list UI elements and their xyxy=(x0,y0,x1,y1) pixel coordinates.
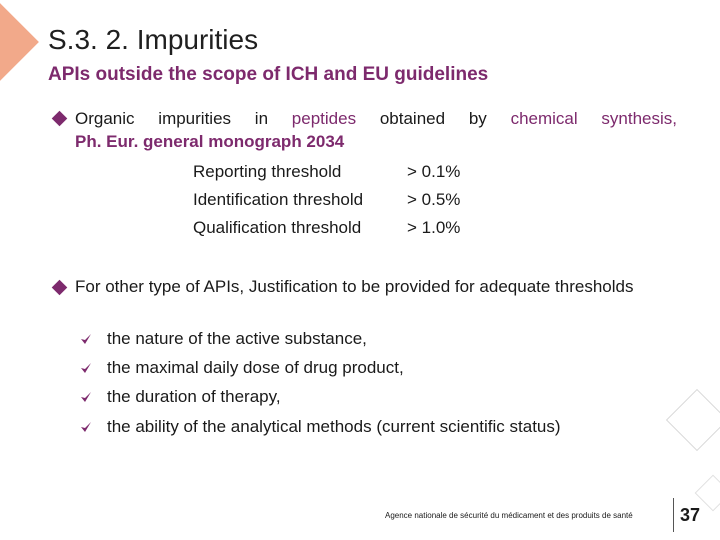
diamond-bullet-icon xyxy=(52,280,68,296)
corner-decoration xyxy=(0,0,39,93)
decorative-diamond xyxy=(666,389,720,451)
checkmark-bullet-icon xyxy=(80,391,92,403)
threshold-label: Reporting threshold xyxy=(193,162,342,181)
sub-item: the nature of the active substance, xyxy=(107,329,367,348)
diamond-bullet-icon xyxy=(52,111,68,127)
highlight-chemical-synthesis: chemical synthesis, xyxy=(510,109,677,128)
checkmark-bullet-icon xyxy=(80,333,92,345)
footer-divider xyxy=(673,498,674,532)
bullet-1-text-b: obtained by xyxy=(356,109,511,128)
checkmark-bullet-icon xyxy=(80,362,92,374)
threshold-value: > 0.1% xyxy=(407,162,461,181)
bullet-1-text-a: Organic impurities in xyxy=(75,109,292,128)
bullet-2-text: For other type of APIs, Justification to be provided for adequate thresholds xyxy=(75,277,634,296)
bullet-1-text xyxy=(75,108,677,130)
threshold-value: > 1.0% xyxy=(407,218,461,237)
checkmark-bullet-icon xyxy=(80,421,92,433)
slide-title: S.3. 2. Impurities xyxy=(48,24,259,55)
sub-item: the ability of the analytical methods (current scientific status) xyxy=(107,417,561,436)
slide-subtitle: APIs outside the scope of ICH and EU guidelines xyxy=(48,64,489,85)
threshold-label: Qualification threshold xyxy=(193,218,362,237)
highlight-peptides: peptides xyxy=(291,109,357,128)
threshold-label: Identification threshold xyxy=(193,190,364,209)
sub-item: the duration of therapy, xyxy=(107,387,281,406)
footer-agency: Agence nationale de sécurité du médicament et des produits de santé xyxy=(385,511,633,520)
threshold-value: > 0.5% xyxy=(407,190,461,209)
page-number: 37 xyxy=(680,505,701,525)
monograph-reference: Ph. Eur. general monograph 2034 xyxy=(75,132,345,151)
sub-item: the maximal daily dose of drug product, xyxy=(107,358,404,377)
